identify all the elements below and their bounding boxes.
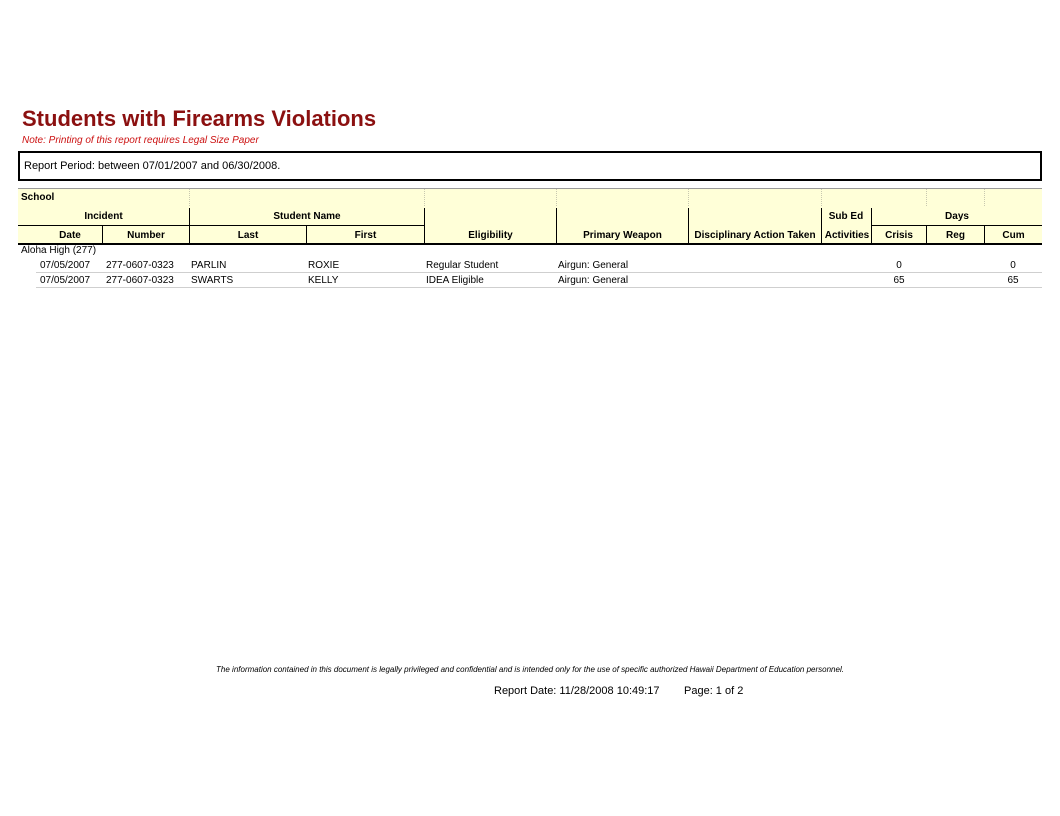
header-student-name: Student Name (273, 211, 341, 222)
cell-crisis: 0 (896, 260, 902, 271)
confidentiality-disclaimer: The information contained in this document is legally privileged and confidential and is intended only for the use of specific authorized Hawaii Department of Education personnel. (216, 665, 844, 674)
header-school: School (21, 192, 55, 203)
header-crisis: Crisis (885, 230, 913, 241)
header-primary-weapon: Primary Weapon (583, 230, 662, 241)
cell-first: KELLY (308, 275, 339, 286)
cell-eligibility: Regular Student (426, 260, 499, 271)
header-last: Last (237, 230, 259, 241)
header-eligibility: Eligibility (468, 230, 513, 241)
row-divider (36, 272, 1042, 273)
page-indicator: Page: 1 of 2 (684, 685, 744, 697)
report-date: Report Date: 11/28/2008 10:49:17 (494, 685, 660, 697)
header-disciplinary-action: Disciplinary Action Taken (694, 230, 816, 241)
header-sub-ed: Sub Ed (828, 211, 864, 222)
paper-size-note: Note: Printing of this report requires Legal Size Paper (22, 135, 259, 146)
cell-date: 07/05/2007 (40, 275, 91, 286)
header-days: Days (945, 211, 969, 222)
cell-cum: 0 (1010, 260, 1016, 271)
cell-weapon: Airgun: General (558, 260, 629, 271)
school-group-label: Aloha High (277) (21, 245, 97, 256)
header-date: Date (59, 230, 81, 241)
cell-weapon: Airgun: General (558, 275, 629, 286)
report-period-box (18, 151, 1042, 181)
cell-eligibility: IDEA Eligible (426, 275, 484, 286)
header-reg: Reg (946, 230, 965, 241)
cell-cum: 65 (1007, 275, 1019, 286)
cell-number: 277-0607-0323 (106, 260, 174, 271)
cell-last: SWARTS (191, 275, 234, 286)
header-incident: Incident (84, 211, 123, 222)
cell-date: 07/05/2007 (40, 260, 91, 271)
cell-number: 277-0607-0323 (106, 275, 174, 286)
table-header (18, 188, 1042, 245)
report-title: Students with Firearms Violations (22, 106, 377, 131)
header-activities: Activities (824, 230, 870, 241)
cell-first: ROXIE (308, 260, 340, 271)
header-first: First (354, 230, 377, 241)
header-cum: Cum (1002, 230, 1025, 241)
cell-crisis: 65 (893, 275, 905, 286)
cell-last: PARLIN (191, 260, 227, 271)
report-period: Report Period: between 07/01/2007 and 06/30/2008. (24, 160, 281, 172)
row-divider (36, 287, 1042, 288)
header-number: Number (127, 230, 165, 241)
